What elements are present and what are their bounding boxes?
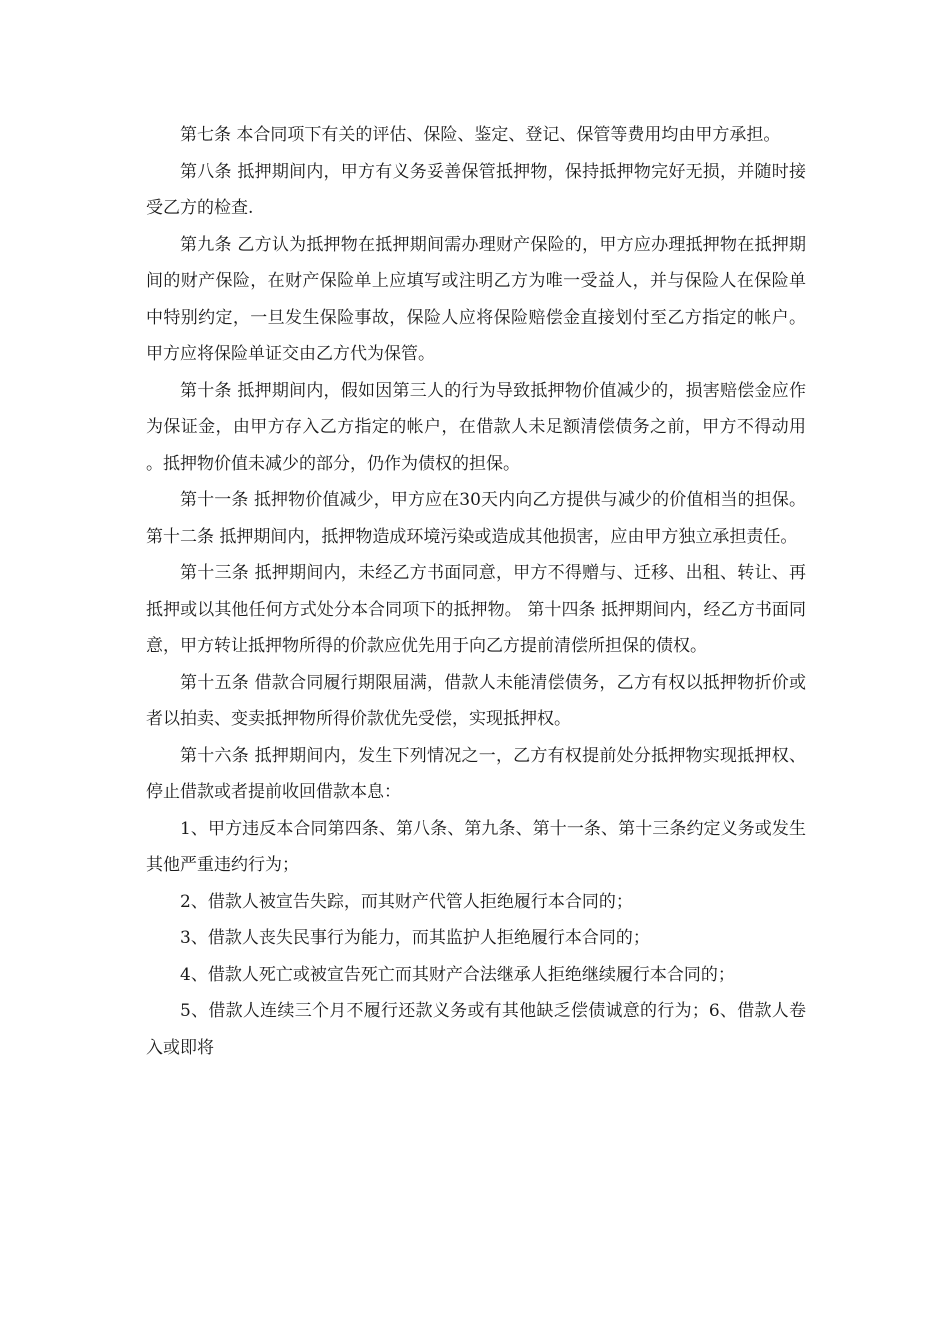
article-8-paragraph: 第八条 抵押期间内，甲方有义务妥善保管抵押物，保持抵押物完好无损，并随时接受乙方的检查. [146, 161, 806, 218]
list-item-1: 1、甲方违反本合同第四条、第八条、第九条、第十一条、第十三条约定义务或发生其他严重违约行为； [146, 818, 806, 875]
document-body [146, 117, 806, 1066]
article-13-14-paragraph: 第十三条 抵押期间内，未经乙方书面同意，甲方不得赠与、迁移、出租、转让、再抵押或以其他任何方式处分本合同项下的抵押物。 第十四条 抵押期间内，经乙方书面同意，甲方转让抵押物所得的价款应优先用于向乙方提前清偿所担保的债权。 [146, 563, 806, 656]
article-11-12-paragraph: 第十一条 抵押物价值减少，甲方应在30天内向乙方提供与减少的价值相当的担保。第十二条 抵押期间内，抵押物造成环境污染或造成其他损害，应由甲方独立承担责任。 [146, 490, 806, 547]
list-item-3: 3、借款人丧失民事行为能力，而其监护人拒绝履行本合同的； [180, 928, 650, 948]
article-15-paragraph: 第十五条 借款合同履行期限届满，借款人未能清偿债务，乙方有权以抵押物折价或者以拍卖、变卖抵押物所得价款优先受偿，实现抵押权。 [146, 672, 806, 729]
article-10-paragraph: 第十条 抵押期间内，假如因第三人的行为导致抵押物价值减少的，损害赔偿金应作为保证金，由甲方存入乙方指定的帐户，在借款人未足额清偿债务之前，甲方不得动用。抵押物价值未减少的部分，仍作为债权的担保。 [146, 380, 806, 474]
list-item-2: 2、借款人被宣告失踪，而其财产代管人拒绝履行本合同的； [180, 891, 633, 912]
list-item-4: 4、借款人死亡或被宣告死亡而其财产合法继承人拒绝继续履行本合同的； [180, 964, 735, 985]
list-item-5-6: 5、借款人连续三个月不履行还款义务或有其他缺乏偿债诚意的行为；6、借款人卷入或即将 [146, 1001, 806, 1058]
article-9-paragraph: 第九条 乙方认为抵押物在抵押期间需办理财产保险的，甲方应办理抵押物在抵押期间的财产保险，在财产保险单上应填写或注明乙方为唯一受益人，并与保险人在保险单中特别约定，一旦发生保险事故，保险人应将保险赔偿金直接划付至乙方指定的帐户。甲方应将保险单证交由乙方代为保管。 [146, 234, 806, 364]
article-7-paragraph: 第七条 本合同项下有关的评估、保险、鉴定、登记、保管等费用均由甲方承担。 [180, 125, 781, 145]
article-16-paragraph: 第十六条 抵押期间内，发生下列情况之一，乙方有权提前处分抵押物实现抵押权、停止借款或者提前收回借款本息： [146, 745, 806, 802]
